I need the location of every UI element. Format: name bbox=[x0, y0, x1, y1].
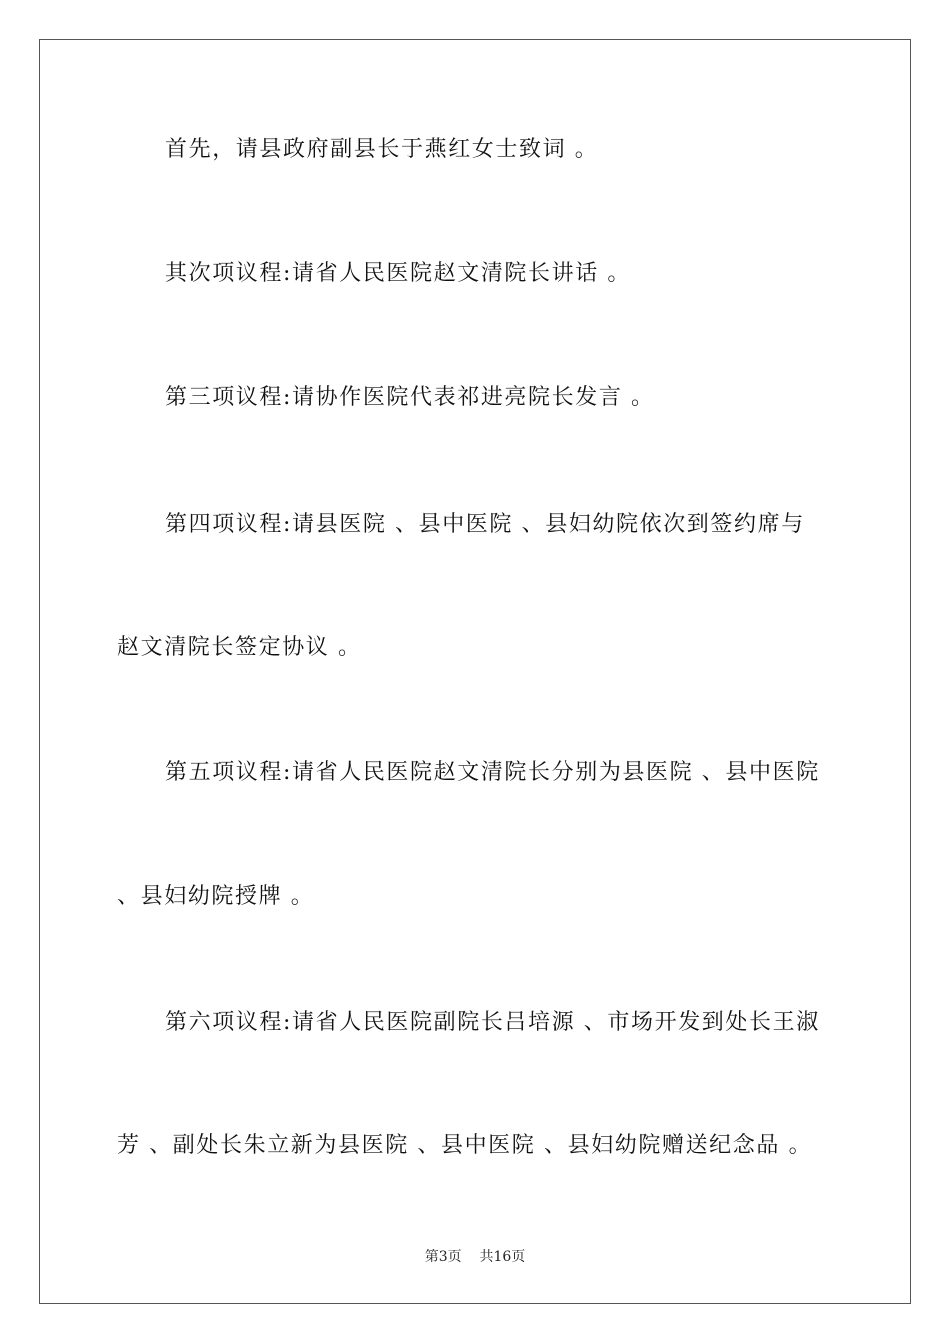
paragraph-line-3: 第三项议程:请协作医院代表祁进亮院长发言 。 bbox=[165, 385, 655, 410]
paragraph-line-9: 芳 、副处长朱立新为县医院 、县中医院 、县妇幼院赠送纪念品 。 bbox=[117, 1133, 813, 1158]
page-footer bbox=[0, 1248, 950, 1266]
paragraph-line-1: 首先，请县政府副县长于燕红女士致词 。 bbox=[165, 137, 599, 162]
page-total: 共16页 bbox=[479, 1249, 526, 1265]
page-border bbox=[39, 39, 911, 1304]
paragraph-line-6: 第五项议程:请省人民医院赵文清院长分别为县医院 、县中医院 bbox=[165, 760, 820, 785]
paragraph-line-5: 赵文清院长签定协议 。 bbox=[117, 635, 362, 660]
paragraph-line-4: 第四项议程:请县医院 、县中医院 、县妇幼院依次到签约席与 bbox=[165, 512, 805, 537]
page-number: 第3页 bbox=[424, 1249, 462, 1265]
paragraph-line-2: 其次项议程:请省人民医院赵文清院长讲话 。 bbox=[165, 261, 632, 286]
paragraph-line-7: 、县妇幼院授牌 。 bbox=[117, 884, 315, 909]
paragraph-line-8: 第六项议程:请省人民医院副院长吕培源 、市场开发到处长王淑 bbox=[165, 1010, 820, 1035]
